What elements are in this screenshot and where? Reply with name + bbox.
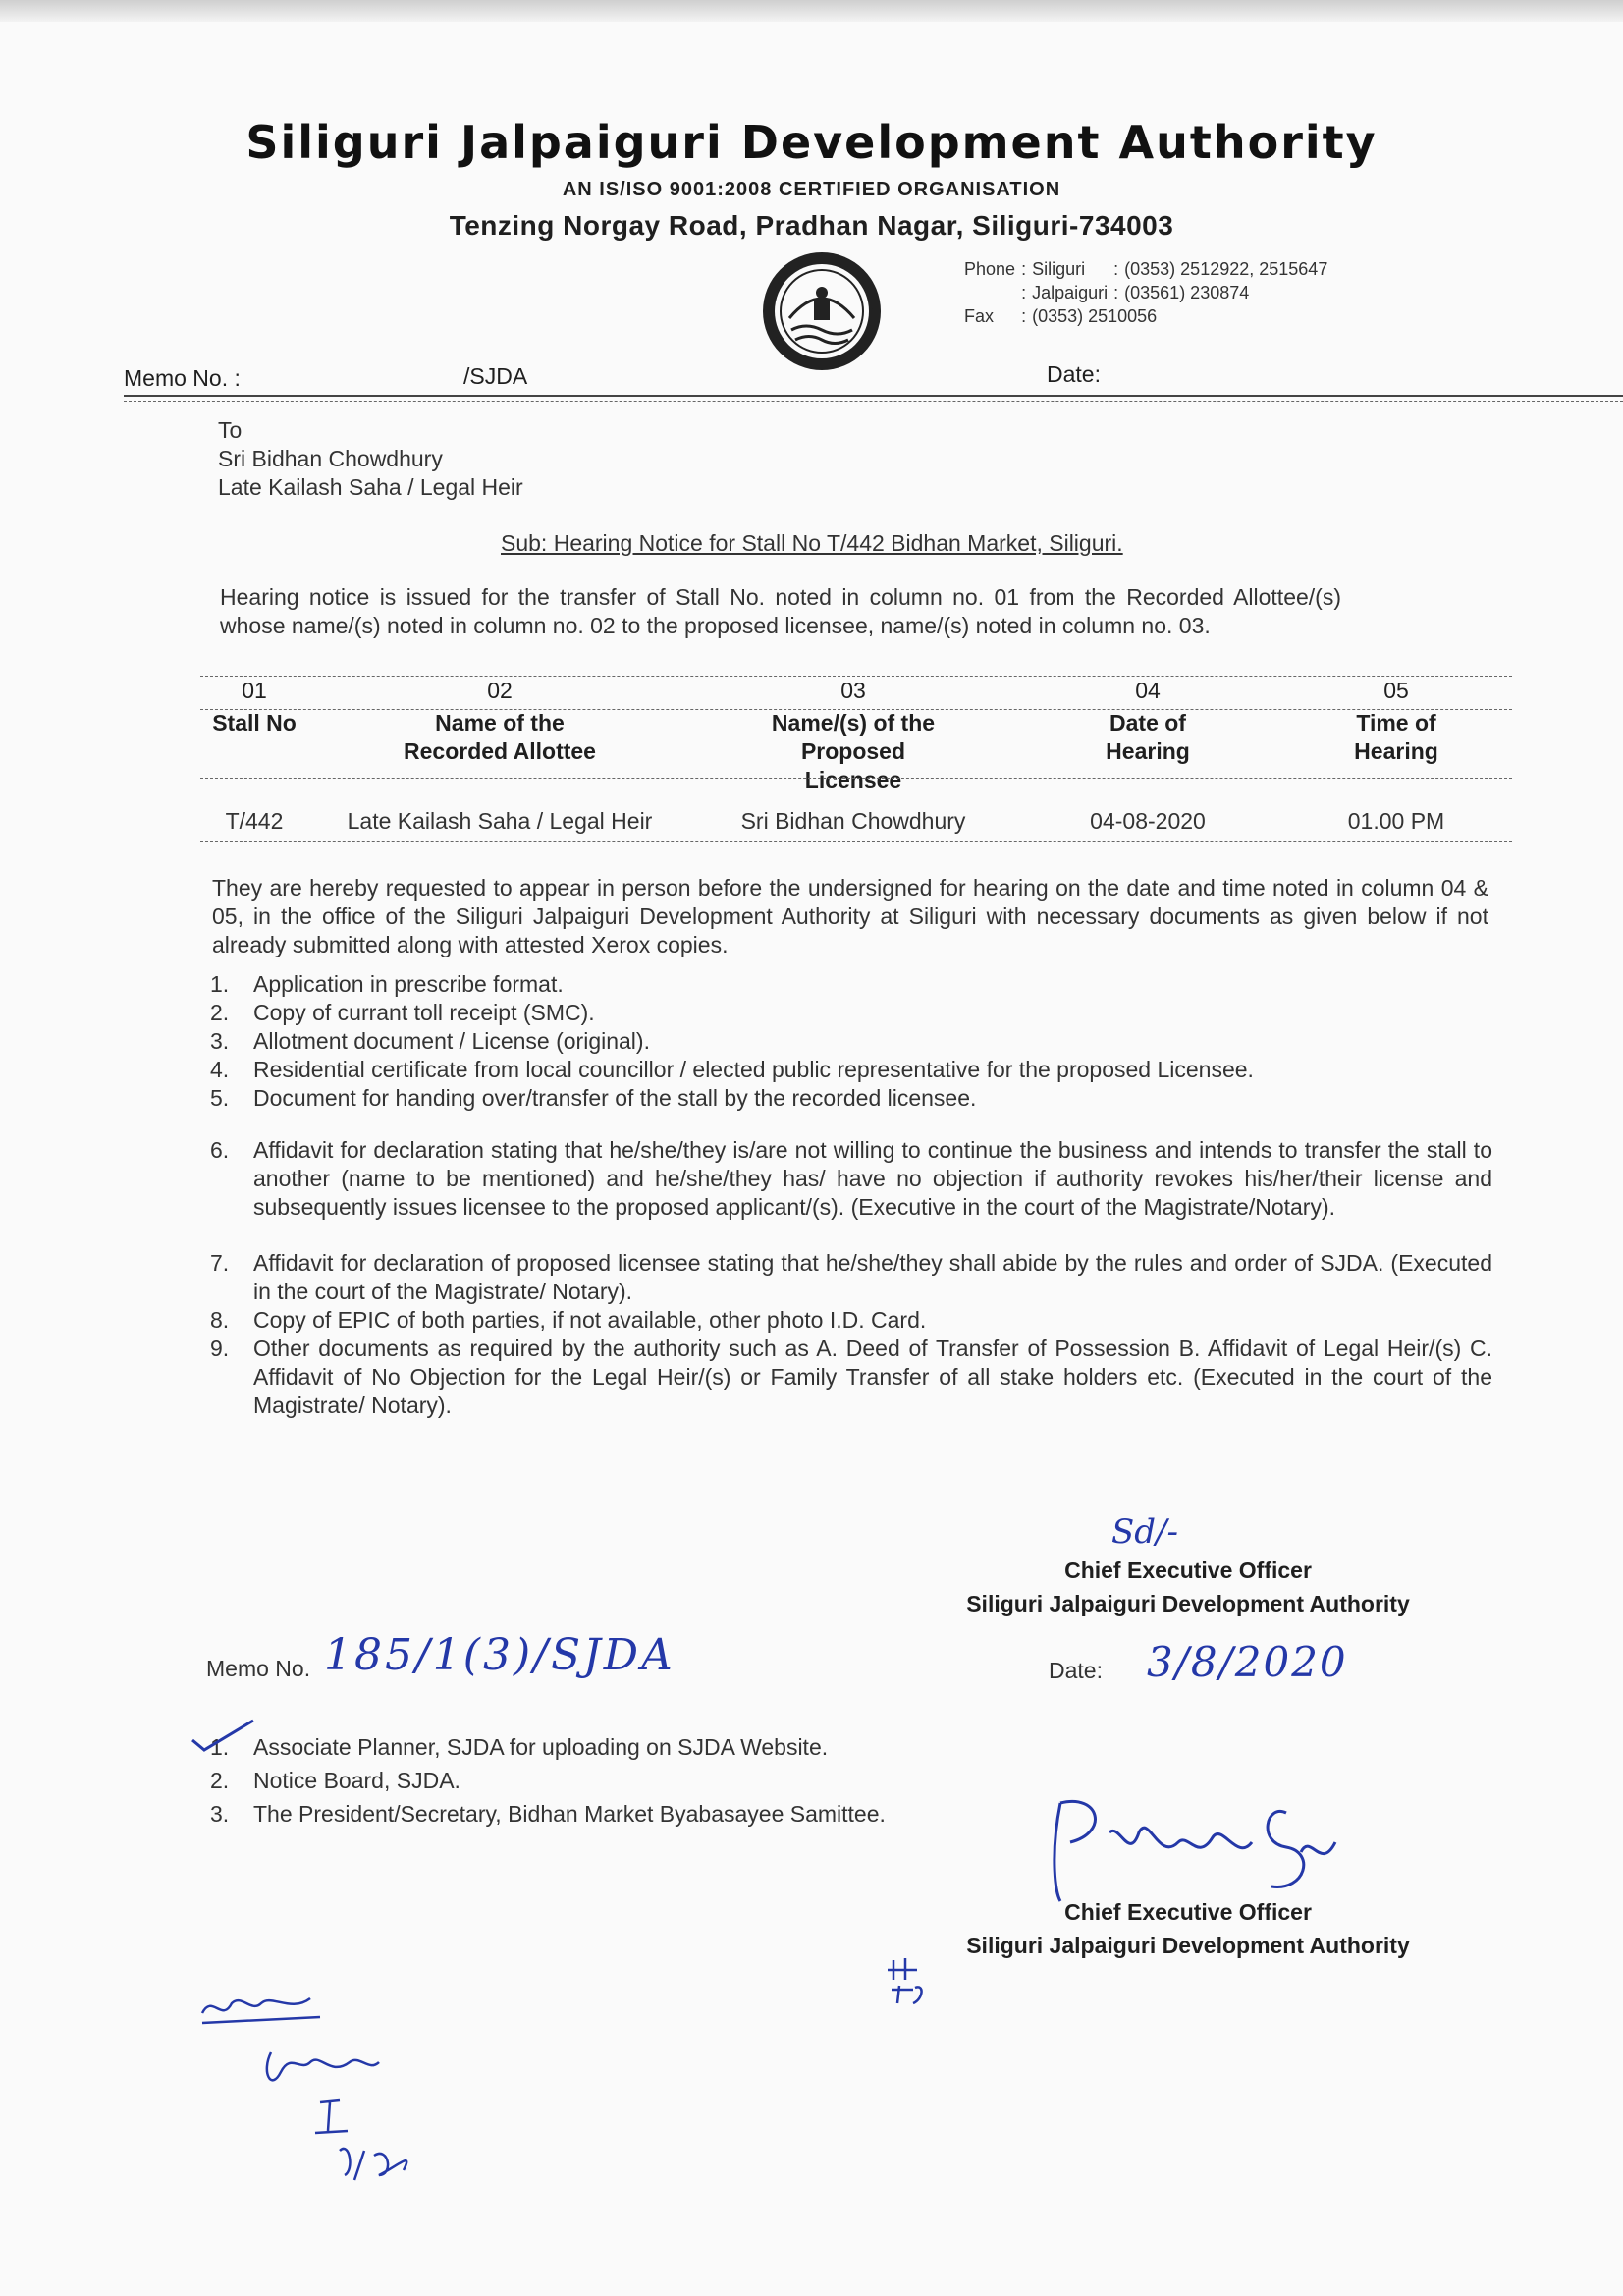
list-item: 1. Application in prescribe format. xyxy=(210,971,564,997)
documents-list xyxy=(210,970,1492,1420)
col-number: 02 xyxy=(487,678,513,703)
fax-label: Fax xyxy=(964,306,995,326)
phone-place: Siliguri xyxy=(1032,259,1086,279)
list-item: 2. Notice Board, SJDA. xyxy=(210,1768,460,1793)
list-item: 3. The President/Secretary, Bidhan Market Byabasayee Samittee. xyxy=(210,1801,886,1827)
list-item: 7. Affidavit for declaration of proposed licensee stating that he/she/they shall abide by the rules and order of SJDA. (Executed in the court of the Magistrate/ Notary). xyxy=(210,1250,1492,1304)
table-cell: 04-08-2020 xyxy=(1090,808,1206,834)
contact-block: Phone : Siliguri : (0353) 2512922, 2515647 : Jalpaiguri : (03561) 230874 Fax : (0353) 2510056 xyxy=(964,257,1333,328)
date2-label: Date: xyxy=(1049,1658,1103,1683)
initials-mark xyxy=(884,1941,952,2009)
sd-mark: Sd/- xyxy=(1111,1512,1178,1552)
header-rule-dashed xyxy=(124,401,1623,402)
list-item: 6. Affidavit for declaration stating that he/she/they is/are not willing to continue the business and intends to transfer the stall to another (name to be mentioned) and he/she/they has/ have no objection if authority revokes his/her/their license and subsequently issues licensee to the proposed applicant/(s). (Executive in the court of the Magistrate/Notary). xyxy=(210,1137,1492,1220)
list-item: 3. Allotment document / License (original). xyxy=(210,1028,650,1054)
col-number: 01 xyxy=(242,678,267,703)
recipient-line2: Late Kailash Saha / Legal Heir xyxy=(218,474,523,500)
column-header: Name of the Recorded Allottee xyxy=(404,710,596,764)
address-line: Tenzing Norgay Road, Pradhan Nagar, Siliguri-734003 xyxy=(449,210,1174,241)
table-rule-mid xyxy=(200,709,1512,710)
signatory-title: Chief Executive Officer xyxy=(1064,1899,1312,1925)
recipient-name: Sri Bidhan Chowdhury xyxy=(218,446,443,471)
memo2-label: Memo No. xyxy=(206,1656,311,1681)
table-rule-head xyxy=(200,778,1512,779)
org-name: Siliguri Jalpaiguri Development Authority xyxy=(245,116,1378,169)
sjda-emblem-icon xyxy=(760,249,884,373)
handwritten-signature xyxy=(1041,1793,1355,1911)
date2-handwritten: 3/8/2020 xyxy=(1147,1638,1348,1686)
column-header: Stall No xyxy=(212,710,297,736)
col-number: 04 xyxy=(1135,678,1161,703)
signature-block xyxy=(923,1554,1453,1620)
memo-label: Memo No. : xyxy=(124,365,241,391)
copy-list xyxy=(210,1730,886,1831)
tick-mark-icon xyxy=(189,1717,257,1756)
recipient-block xyxy=(218,416,523,502)
memo-suffix: /SJDA xyxy=(463,363,528,389)
column-header: Name/(s) of the Proposed Licensee xyxy=(771,710,936,793)
signatory-org: Siliguri Jalpaiguri Development Authority xyxy=(966,1591,1410,1616)
column-header: Time of Hearing xyxy=(1354,710,1438,764)
table-rule-top xyxy=(200,676,1512,677)
scan-edge xyxy=(0,0,1623,22)
to-label: To xyxy=(218,417,243,443)
signature-block-2 xyxy=(923,1895,1453,1962)
signatory-org: Siliguri Jalpaiguri Development Authority xyxy=(966,1933,1410,1958)
table-cell: T/442 xyxy=(225,808,284,834)
phone-number: (0353) 2512922, 2515647 xyxy=(1124,259,1328,279)
fax-number: (0353) 2510056 xyxy=(1032,306,1158,326)
table-rule-bottom xyxy=(200,841,1512,842)
request-paragraph: They are hereby requested to appear in person before the undersigned for hearing on the date and time noted in column 04 & 05, in the office of the Siliguri Jalpaiguri Development Authority at Siliguri with necessary documents as given below if not already submitted along with attested Xerox copies. xyxy=(212,875,1488,957)
hearing-table xyxy=(200,678,1512,851)
subject-line: Sub: Hearing Notice for Stall No T/442 Bidhan Market, Siliguri. xyxy=(501,530,1123,556)
list-item: 4. Residential certificate from local councillor / elected public representative for the proposed Licensee. xyxy=(210,1057,1254,1082)
col-number: 05 xyxy=(1383,678,1409,703)
table-cell: Sri Bidhan Chowdhury xyxy=(740,808,966,834)
handwritten-margin-note xyxy=(192,1984,448,2190)
list-item: 8. Copy of EPIC of both parties, if not available, other photo I.D. Card. xyxy=(210,1307,927,1333)
phone-place: Jalpaiguri xyxy=(1032,283,1109,302)
col-number: 03 xyxy=(840,678,866,703)
memo-date-label: Date: xyxy=(1047,361,1101,387)
phone-number: (03561) 230874 xyxy=(1124,283,1250,302)
table-cell: Late Kailash Saha / Legal Heir xyxy=(347,808,653,834)
table-cell: 01.00 PM xyxy=(1347,808,1445,834)
signatory-title: Chief Executive Officer xyxy=(1064,1558,1312,1583)
certification-line: AN IS/ISO 9001:2008 CERTIFIED ORGANISATION xyxy=(562,179,1061,200)
list-item: 5. Document for handing over/transfer of the stall by the recorded licensee. xyxy=(210,1085,977,1111)
list-item: 9. Other documents as required by the authority such as A. Deed of Transfer of Possession B. Affidavit of Legal Heir/(s) C. Affidavit of No Objection for the Legal Heir/(s) or Family Transfer of all stake holders etc. (Executed in the court of the Magistrate/ Notary). xyxy=(210,1336,1492,1418)
list-item: 1. Associate Planner, SJDA for uploading on SJDA Website. xyxy=(210,1734,829,1760)
memo2-handwritten: 185/1(3)/SJDA xyxy=(324,1630,676,1680)
list-item: 2. Copy of currant toll receipt (SMC). xyxy=(210,1000,595,1025)
header-rule xyxy=(124,395,1623,397)
column-header: Date of Hearing xyxy=(1106,710,1190,764)
phone-label: Phone xyxy=(964,259,1016,279)
intro-paragraph: Hearing notice is issued for the transfer of Stall No. noted in column no. 01 from the Recorded Allottee/(s) whose name/(s) noted in column no. 02 to the proposed licensee, name/(s) noted in column no. 03. xyxy=(220,584,1341,638)
